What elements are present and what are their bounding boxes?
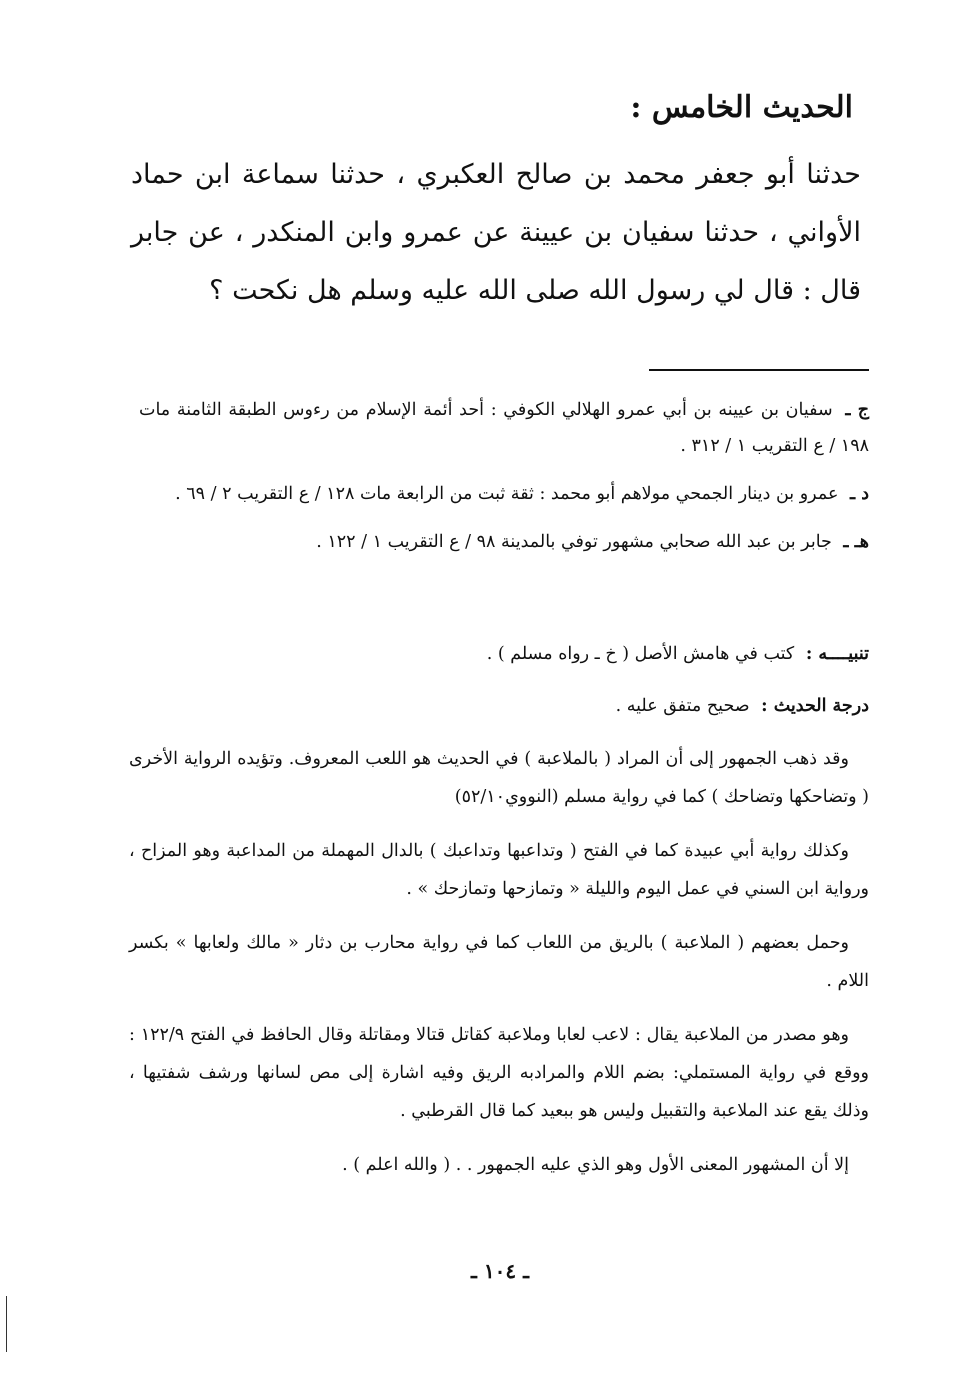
hadith-heading: الحديث الخامس : (630, 90, 853, 125)
footnote-text: سفيان بن عيينه بن أبي عمرو الهلالي الكوفي : أحد أئمة الإسلام من رءوس الطبقة الثامنة مات ١٩٨ / ع التقريب ١ / ٣١٢ . (139, 400, 869, 456)
scan-margin-line (6, 1296, 7, 1352)
footnotes (139, 392, 869, 572)
footnote-item (139, 392, 869, 464)
footnote-text: جابر بن عبد الله صحابي مشهور توفي بالمدينة ٩٨ / ع التقريب ١ / ١٢٢ . (316, 532, 832, 552)
page-number: ـ ١٠٤ ـ (471, 1259, 529, 1283)
commentary-paragraph: وحمل بعضهم ( الملاعبة ) بالريق من اللعاب كما في رواية محارب بن دثار « مالك ولعابها » بكسر اللام . (129, 933, 869, 991)
footnote-item (139, 476, 869, 512)
commentary-paragraph: وهو مصدر من الملاعبة يقال : لاعب لعابا وملاعبة كقاتل قتالا ومقاتلة وقال الحافظ في الفتح ١٢٢/٩ : ووقع في رواية المستملي: بضم اللام والمرادبه الريق وفيه اشارة إلى مص لسانها ورشف شفتيها ، وذلك يقع عند الملاعبة والتقبيل وليس هو ببعيد كما قال القرطبي . (129, 1025, 869, 1121)
footnote-marker: هـ ـ (843, 532, 869, 552)
note-line (129, 636, 869, 672)
footnote-marker: ج ـ (845, 400, 869, 420)
commentary-paragraph: وقد ذهب الجمهور إلى أن المراد ( بالملاعبة ) في الحديث هو اللعب المعروف. وتؤيده الرواية الأخرى ( وتضاحكها وتضاحك ) كما في رواية مسلم (النووي٥٢/١٠) (129, 749, 869, 807)
note-text: كتب في هامش الأصل ( خ ـ رواه مسلم ) . (486, 644, 795, 664)
commentary-paragraph: إلا أن المشهور المعنى الأول وهو الذي عليه الجمهور . . ( والله اعلم ) . (342, 1155, 849, 1175)
footnote-marker: د ـ (849, 484, 869, 504)
hadith-text: حدثنا أبو جعفر محمد بن صالح العكبري ، حدثنا سماعة ابن حماد الأواني ، حدثنا سفيان بن عيينة عن عمرو وابن المنكدر ، عن جابر قال : قال لي رسول الله صلى الله عليه وسلم هل نكحت ؟ (131, 159, 861, 306)
footnote-divider (649, 369, 869, 371)
footnote-item (139, 524, 869, 560)
grade-label: درجة الحديث : (761, 696, 869, 716)
commentary-paragraph: وكذلك رواية أبي عبيدة كما في الفتح ( وتداعبها وتداعبك ) بالدال المهملة من المداعبة وهو المزاح ، ورواية ابن السني في عمل اليوم والليلة « وتمازحها وتمازحك » . (129, 841, 869, 899)
footnote-text: عمرو بن دينار الجمحي مولاهم أبو محمد : ثقة ثبت من الرابعة مات ١٢٨ / ع التقريب ٢ / ٦٩ . (175, 484, 839, 504)
note-label: تنبيــــه : (805, 644, 869, 664)
commentary-section (129, 636, 869, 1200)
grade-text: صحيح متفق عليه . (615, 696, 750, 716)
grade-line (129, 688, 869, 724)
